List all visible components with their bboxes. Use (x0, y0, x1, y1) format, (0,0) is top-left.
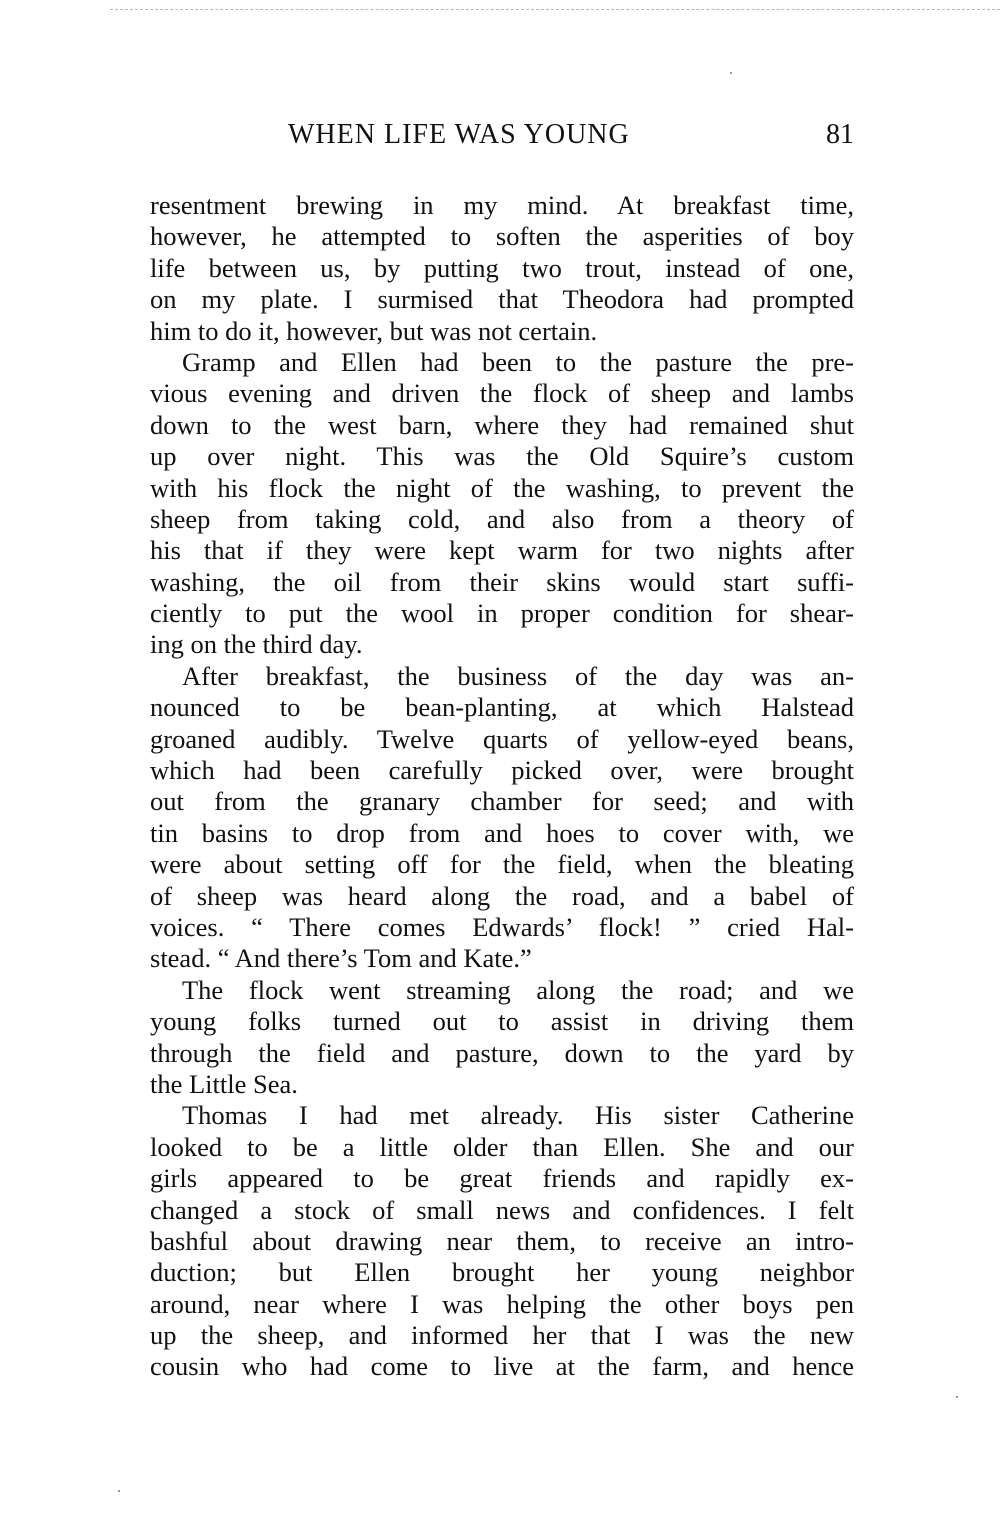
text-line: bashful about drawing near them, to receive an intro- (150, 1225, 854, 1256)
text-line: Gramp and Ellen had been to the pasture the pre- (182, 346, 854, 377)
scan-speck (730, 72, 732, 74)
text-line: voices. “ There comes Edwards’ flock! ” cried Hal- (150, 911, 854, 942)
text-line: stead. “ And there’s Tom and Kate.” (150, 943, 532, 974)
text-line: The flock went streaming along the road; and we (182, 974, 854, 1005)
text-line: however, he attempted to soften the asperities of boy (150, 221, 854, 252)
text-line: his that if they were kept warm for two nights after (150, 535, 854, 566)
text-line: life between us, by putting two trout, instead of one, (150, 252, 854, 283)
text-line: on my plate. I surmised that Theodora had prompted (150, 284, 854, 315)
text-line: down to the west barn, where they had remained shut (150, 409, 854, 440)
text-line: around, near where I was helping the other boys pen (150, 1288, 854, 1319)
text-line: up over night. This was the Old Squire’s custom (150, 441, 854, 472)
text-line: resentment brewing in my mind. At breakfast time, (150, 190, 854, 220)
text-line: girls appeared to be great friends and rapidly ex- (150, 1163, 854, 1194)
page-number: 81 (826, 119, 854, 150)
text-line: vious evening and driven the flock of sheep and lambs (150, 378, 854, 409)
text-line: ing on the third day. (150, 629, 363, 660)
scan-edge-artifact (110, 9, 1000, 10)
body-text (150, 190, 854, 1383)
text-line: groaned audibly. Twelve quarts of yellow-eyed beans, (150, 723, 854, 754)
text-line: the Little Sea. (150, 1068, 298, 1099)
text-line: him to do it, however, but was not certain. (150, 315, 598, 346)
text-line: which had been carefully picked over, were brought (150, 755, 854, 786)
text-line: young folks turned out to assist in driving them (150, 1006, 854, 1037)
text-line: duction; but Ellen brought her young neighbor (150, 1257, 854, 1288)
text-line: up the sheep, and informed her that I was the new (150, 1320, 854, 1351)
scan-speck (118, 1490, 120, 1492)
text-line: changed a stock of small news and confidences. I felt (150, 1194, 854, 1225)
running-head-title: WHEN LIFE WAS YOUNG (288, 119, 630, 150)
text-line: tin basins to drop from and hoes to cover with, we (150, 817, 854, 848)
scan-speck (956, 1396, 958, 1398)
running-head (150, 117, 854, 157)
text-line: After breakfast, the business of the day was an- (182, 660, 854, 691)
text-line: washing, the oil from their skins would start suffi- (150, 566, 854, 597)
text-line: of sheep was heard along the road, and a babel of (150, 880, 854, 911)
text-line: Thomas I had met already. His sister Catherine (182, 1100, 854, 1131)
text-line: cousin who had come to live at the farm, and hence (150, 1351, 854, 1382)
text-line: sheep from taking cold, and also from a theory of (150, 503, 854, 534)
text-line: out from the granary chamber for seed; and with (150, 786, 854, 817)
text-line: ciently to put the wool in proper condition for shear- (150, 598, 854, 629)
text-line: nounced to be bean-planting, at which Halstead (150, 692, 854, 723)
text-line: through the field and pasture, down to the yard by (150, 1037, 854, 1068)
text-line: looked to be a little older than Ellen. She and our (150, 1131, 854, 1162)
text-line: with his flock the night of the washing, to prevent the (150, 472, 854, 503)
text-line: were about setting off for the field, when the bleating (150, 849, 854, 880)
